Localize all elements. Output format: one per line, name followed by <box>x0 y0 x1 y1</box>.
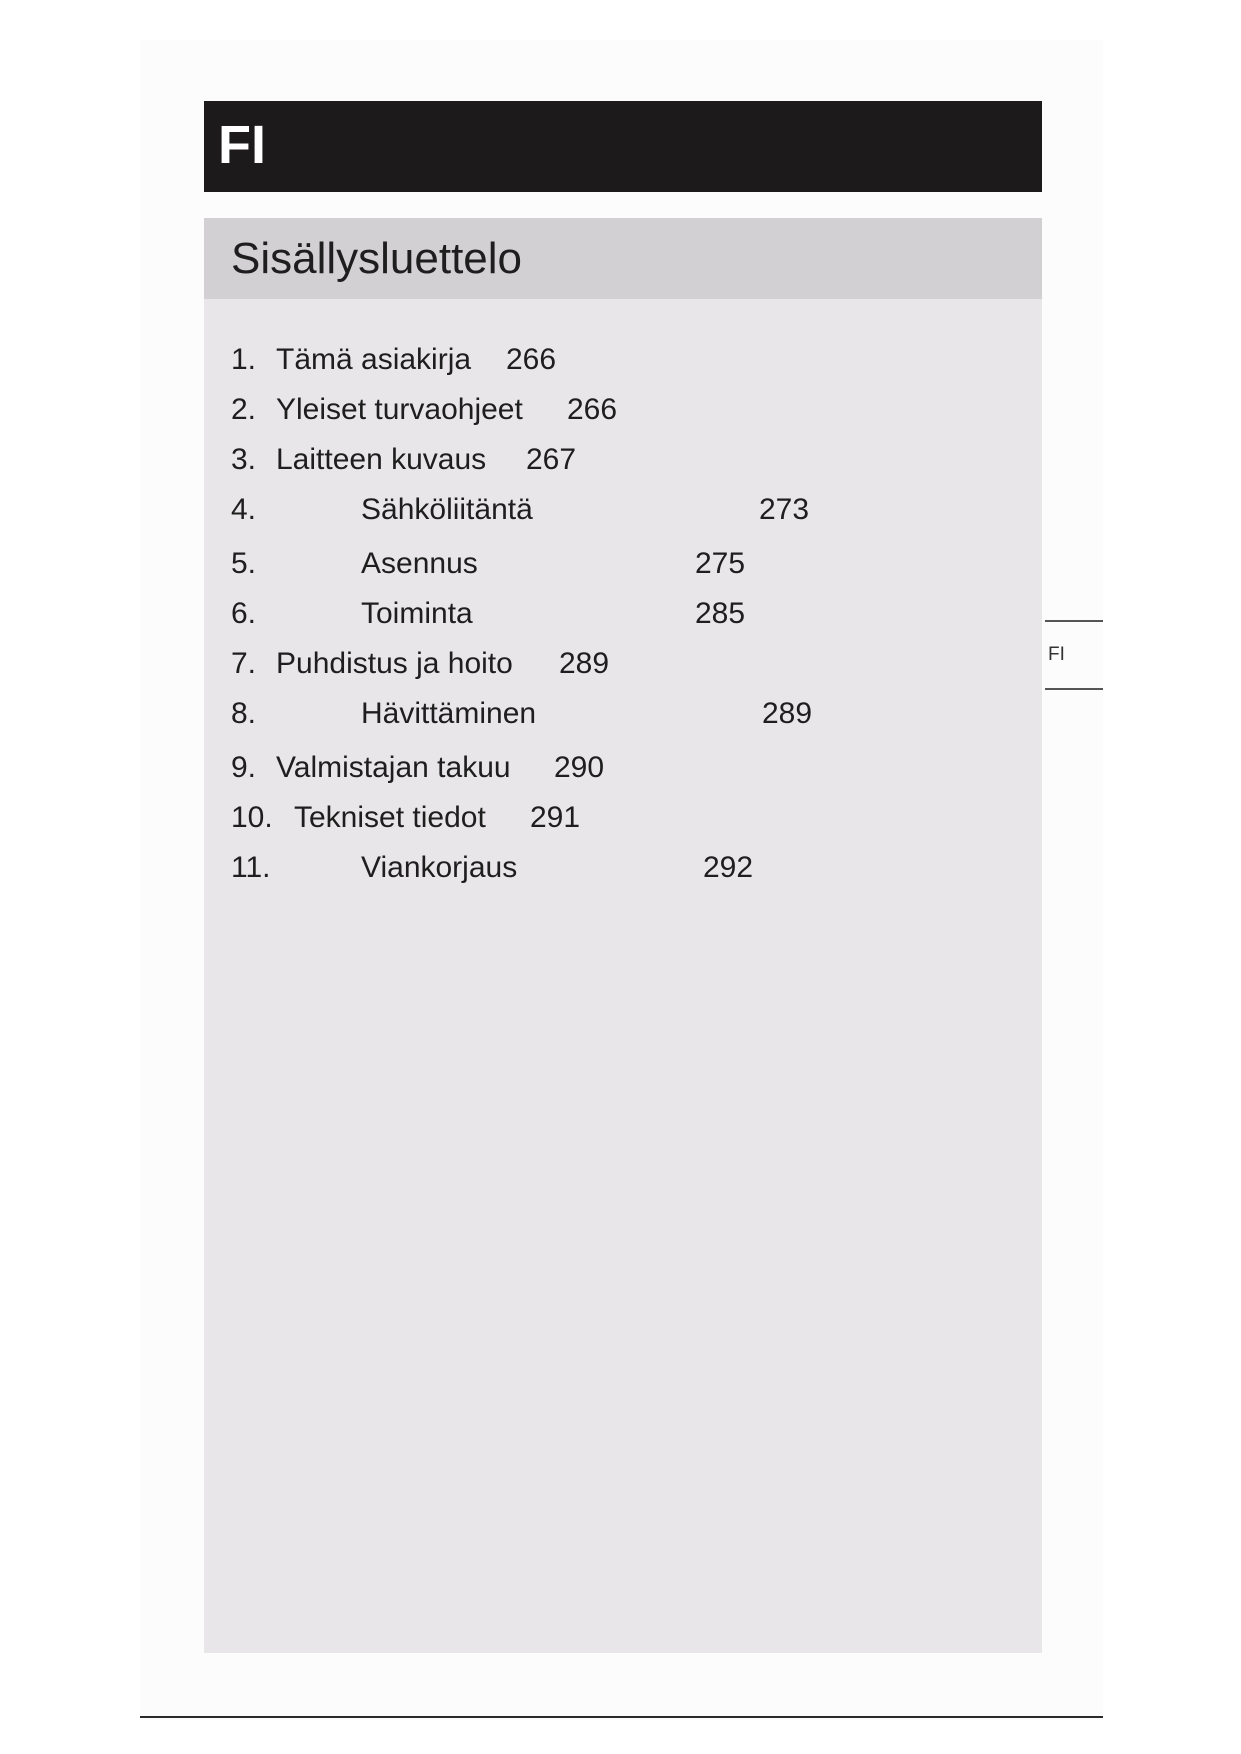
toc-item-number: 8. <box>231 697 257 730</box>
toc-item-number: 1. <box>231 343 257 376</box>
toc-item-page: 292 <box>703 851 754 884</box>
toc-item-page: 266 <box>506 343 557 376</box>
toc-item-number: 4. <box>231 493 257 526</box>
toc-item-number: 3. <box>231 443 257 476</box>
toc-item-number: 7. <box>231 647 257 680</box>
toc-item-title: Tämä asiakirja <box>276 343 472 376</box>
toc-item-title: Puhdistus ja hoito <box>276 647 513 680</box>
toc-item-page: 291 <box>530 801 581 834</box>
toc-item-number: 6. <box>231 597 257 630</box>
toc-item-number: 5. <box>231 547 257 580</box>
toc-item-number: 11. <box>231 851 271 884</box>
toc-panel <box>204 218 1042 1653</box>
toc-item-title: Tekniset tiedot <box>294 801 486 834</box>
toc-item-title: Valmistajan takuu <box>276 751 511 784</box>
toc-item-page: 289 <box>762 697 813 730</box>
toc-item-page: 290 <box>554 751 605 784</box>
toc-item-number: 9. <box>231 751 257 784</box>
side-tab-label: FI <box>1048 644 1065 665</box>
toc-title-bar <box>204 218 1042 299</box>
toc-item-page: 285 <box>695 597 746 630</box>
toc-item-number: 2. <box>231 393 257 426</box>
toc-item-number: 10. <box>231 801 273 834</box>
toc-item-page: 266 <box>567 393 618 426</box>
toc-item-title: Toiminta <box>361 597 473 630</box>
toc-item-title: Asennus <box>361 547 478 580</box>
toc-item-page: 289 <box>559 647 610 680</box>
toc-item-title: Hävittäminen <box>361 697 537 730</box>
language-header <box>204 101 1042 192</box>
toc-item-title: Yleiset turvaohjeet <box>276 393 523 426</box>
toc-item-title: Sähköliitäntä <box>361 493 533 526</box>
toc-item-title: Laitteen kuvaus <box>276 443 487 476</box>
toc-item-title: Viankorjaus <box>361 851 518 884</box>
language-side-tab <box>1045 620 1103 690</box>
toc-title: Sisällysluettelo <box>231 234 523 283</box>
language-code: FI <box>218 115 266 175</box>
footer-divider <box>140 1716 1103 1718</box>
toc-item-page: 267 <box>526 443 577 476</box>
toc-item-page: 275 <box>695 547 746 580</box>
toc-item-page: 273 <box>759 493 810 526</box>
